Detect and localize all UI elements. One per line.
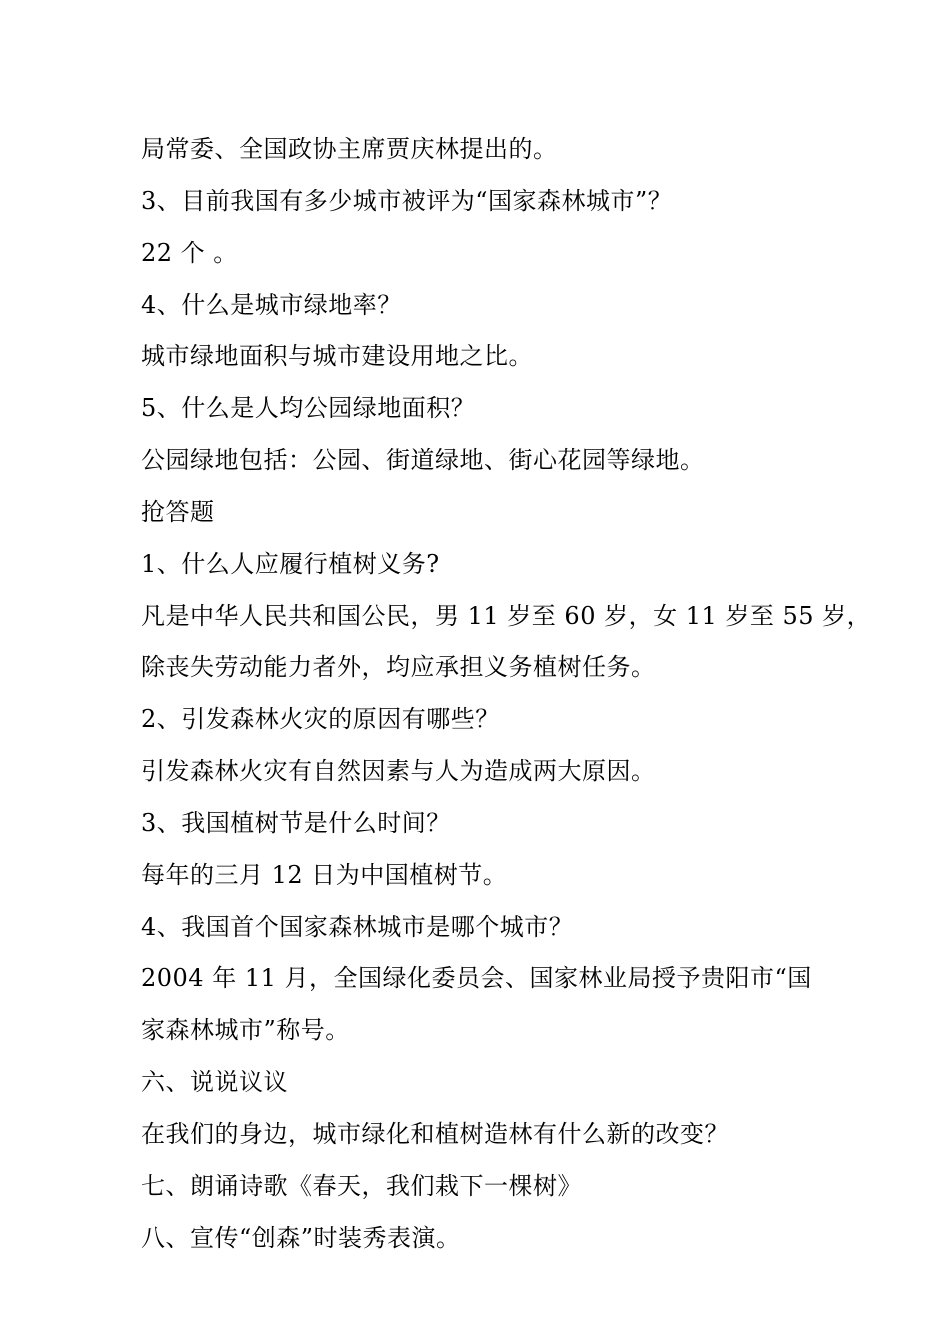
answer-line: 公园绿地包括：公园、街道绿地、街心花园等绿地。 [141, 446, 705, 474]
question-line: 5、什么是人均公园绿地面积？ [141, 394, 476, 422]
question-line: 3、我国植树节是什么时间？ [141, 809, 451, 837]
section-heading: 八、宣传“创森”时装秀表演。 [141, 1224, 461, 1252]
answer-line: 2004 年 11 月，全国绿化委员会、国家林业局授予贵阳市“国 [141, 964, 812, 992]
text-line: 局常委、全国政协主席贾庆林提出的。 [141, 135, 558, 163]
section-heading: 七、朗诵诗歌《春天，我们栽下一棵树》 [141, 1172, 582, 1200]
question-line: 4、什么是城市绿地率？ [141, 291, 402, 319]
answer-line: 引发森林火灾有自然因素与人为造成两大原因。 [141, 757, 656, 785]
answer-line: 凡是中华人民共和国公民，男 11 岁至 60 岁，女 11 岁至 55 岁， [141, 602, 872, 630]
question-line: 3、目前我国有多少城市被评为“国家森林城市”？ [141, 187, 673, 215]
question-line: 1、什么人应履行植树义务? [141, 550, 440, 578]
question-line: 2、引发森林火灾的原因有哪些？ [141, 705, 500, 733]
text-line: 在我们的身边，城市绿化和植树造林有什么新的改变？ [141, 1120, 729, 1148]
answer-line: 22 个 。 [141, 239, 238, 267]
answer-line: 除丧失劳动能力者外，均应承担义务植树任务。 [141, 653, 656, 681]
section-heading: 六、说说议议 [141, 1068, 288, 1096]
answer-line: 城市绿地面积与城市建设用地之比。 [141, 342, 533, 370]
answer-line: 每年的三月 12 日为中国植树节。 [141, 861, 508, 889]
section-heading: 抢答题 [141, 498, 215, 526]
question-line: 4、我国首个国家森林城市是哪个城市？ [141, 913, 574, 941]
answer-line: 家森林城市”称号。 [141, 1016, 350, 1044]
